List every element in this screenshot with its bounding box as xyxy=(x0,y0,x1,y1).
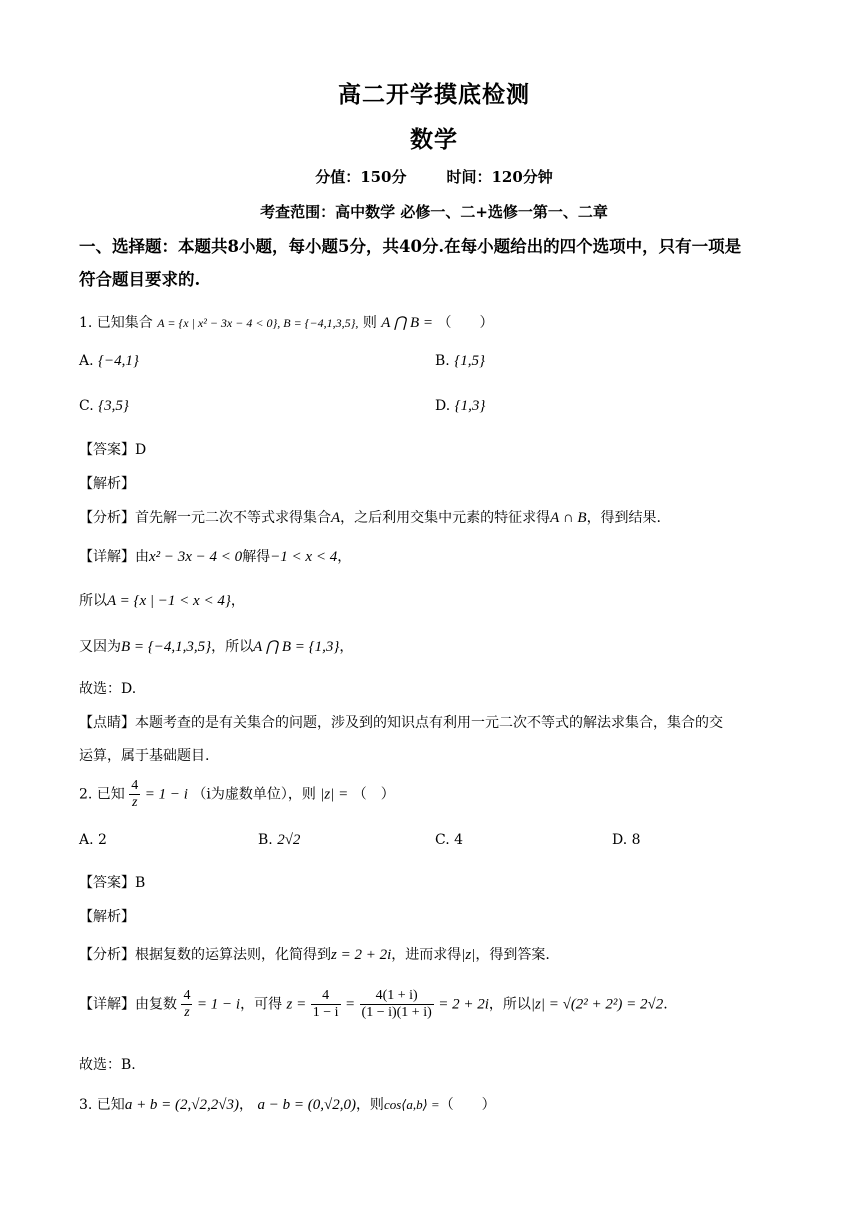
choose-line: 故选：D. xyxy=(79,681,137,697)
subject-title: 数学 xyxy=(410,126,458,153)
math-expression: A ⋂ B = xyxy=(381,315,434,331)
fraction: $\frac{4}{z}$ xyxy=(131,778,139,811)
section-heading-cont: 符合题目要求的. xyxy=(79,270,201,289)
comment-paragraph-cont: 运算，属于基础题目. xyxy=(79,748,210,764)
exam-meta xyxy=(0,166,868,187)
answer-label: 【答案】D xyxy=(79,442,147,458)
detail-paragraph: 【详解】由复数 $\frac{4}{z}$ = 1 − i，可得 z = $\frac{4}{1 - i}$ = $\frac{4(1 + i)}{(1 - i)(1 + i)}$ = 2 + 2i，所以|z| = √(2² + 2²) = 2√2. xyxy=(79,988,668,1021)
detail-paragraph: 【详解】由x² − 3x − 4 < 0解得−1 < x < 4， xyxy=(79,549,352,565)
page-title: 高二开学摸底检测 xyxy=(338,81,530,108)
option-d: D. {1,3} xyxy=(435,398,486,414)
question-2-stem: 2. 已知 $\frac{4}{z}$ = 1 − i （i为虚数单位），则 |z| = （ ） xyxy=(79,778,395,811)
analysis-label: 【解析】 xyxy=(79,909,135,925)
question-3-stem: 3. 已知a + b = (2,√2,2√3)， a − b = (0,√2,0)，则cos⟨a,b⟩ =（ ） xyxy=(79,1097,496,1113)
detail-line: 又因为B = {−4,1,3,5}，所以A ⋂ B = {1,3}， xyxy=(79,639,354,655)
score-label: 分值：150分 xyxy=(315,168,407,186)
fraction: $\frac{4}{1 - i}$ xyxy=(312,988,339,1021)
option-a: A. {−4,1} xyxy=(79,353,139,369)
math-expression: A = {x | x² − 3x − 4 < 0}, B = {−4,1,3,5}, xyxy=(157,316,359,330)
option-c: C. {3,5} xyxy=(79,398,129,414)
time-label: 时间：120分钟 xyxy=(446,168,553,186)
option-a: A. 2 xyxy=(79,832,107,848)
analysis-label: 【解析】 xyxy=(79,476,135,492)
fraction: $\frac{4}{z}$ xyxy=(183,988,191,1021)
choose-line: 故选：B. xyxy=(79,1057,136,1073)
question-1-stem: 1. 已知集合 A = {x | x² − 3x − 4 < 0}, B = {−4,1,3,5}, 则 A ⋂ B = （ ） xyxy=(79,315,494,331)
option-c: C. 4 xyxy=(435,832,464,848)
section-heading: 一、选择题：本题共8小题，每小题5分，共40分.在每小题给出的四个选项中，只有一项是 xyxy=(79,237,742,256)
comment-paragraph: 【点睛】本题考查的是有关集合的问题，涉及到的知识点有利用一元二次不等式的解法求集合，集合的交 xyxy=(79,715,723,731)
option-b: B. 2√2 xyxy=(258,832,301,848)
analysis-paragraph: 【分析】根据复数的运算法则，化简得到z = 2 + 2i，进而求得|z|，得到答案. xyxy=(79,947,550,963)
detail-line: 所以A = {x | −1 < x < 4}， xyxy=(79,593,245,609)
option-b: B. {1,5} xyxy=(435,353,485,369)
math-expression: a − b = (0,√2,0) xyxy=(257,1097,356,1113)
fraction: $\frac{4(1 + i)}{(1 - i)(1 + i)}$ xyxy=(361,988,432,1021)
answer-label: 【答案】B xyxy=(79,875,146,891)
analysis-paragraph: 【分析】首先解一元二次不等式求得集合A，之后利用交集中元素的特征求得A ∩ B，得到结果. xyxy=(79,510,662,526)
scope-label: 考查范围：高中数学 必修一、二+选修一第一、二章 xyxy=(260,203,608,221)
math-expression: a + b = (2,√2,2√3) xyxy=(124,1097,240,1113)
option-d: D. 8 xyxy=(612,832,641,848)
